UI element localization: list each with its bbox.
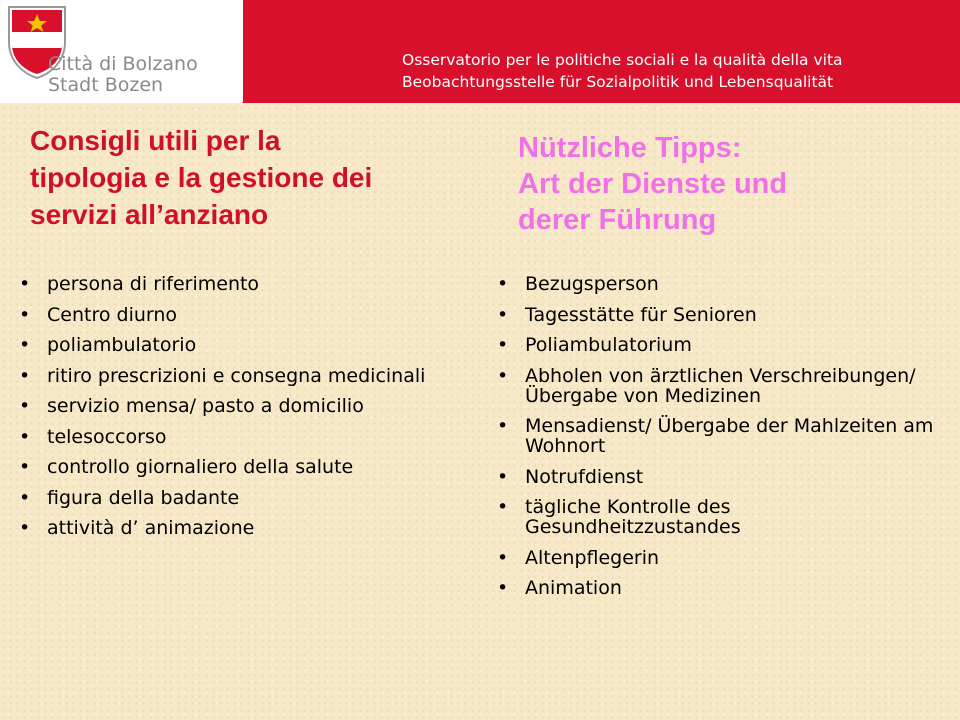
list-item-text: attività d’ animazione [47,517,255,539]
italian-heading-line: servizi all’anziano [30,199,269,230]
list-item-text: persona di riferimento [47,273,260,295]
bullet: • [19,364,31,387]
observatory-title-italian: Osservatorio per le politiche sociali e la qualità della vita [402,51,843,69]
bullet: • [497,364,509,387]
list-item-text: Animation [525,577,622,599]
bullet: • [19,425,31,448]
list-item-text: ritiro prescrizioni e consegna medicinali [47,364,426,387]
city-name [48,54,198,96]
observatory-title-german: Beobachtungsstelle für Sozialpolitik und Lebensqualität [402,73,834,91]
bullet: • [19,395,31,417]
bullet: • [497,415,509,437]
list-item-text: servizio mensa/ pasto a domicilio [47,395,364,417]
list-item-text: Abholen von ärztlichen Verschreibungen/ Übergabe von Medizinen [525,364,916,407]
list-item [16,457,466,477]
list-item [494,305,934,325]
list-item-text: Altenpflegerin [525,546,660,569]
list-item [16,305,466,325]
list-item-text: Bezugsperson [525,273,659,295]
german-heading-line: derer Führung [518,204,717,236]
logo-panel [0,0,243,103]
list-item-text: Notrufdienst [525,465,644,488]
german-heading-line: Nützliche Tipps: [518,132,742,164]
list-item-text: Poliambulatorium [525,334,692,356]
list-item [16,396,466,416]
city-name-german: Stadt Bozen [48,74,164,96]
list-item-text: figura della badante [47,486,240,509]
list-item [16,427,466,447]
list-item [16,488,466,508]
italian-services-list [16,274,466,549]
list-item-text: Mensadienst/ Übergabe der Mahlzeiten am Wohnort [525,415,934,457]
bullet: • [19,517,31,539]
german-services-list [494,274,934,609]
city-name-italian: Città di Bolzano [48,53,198,75]
observatory-title [402,49,843,93]
german-heading [518,130,948,238]
list-item [494,467,934,487]
italian-heading-line: tipologia e la gestione dei [30,162,373,193]
list-item [494,497,934,537]
list-item [494,416,934,456]
bullet: • [19,273,31,295]
german-heading-line: Art der Dienste und [518,168,788,200]
list-item [16,335,466,355]
list-item [494,578,934,598]
bullet: • [497,546,509,569]
bullet: • [19,456,31,478]
list-item-text: poliambulatorio [47,334,197,356]
bullet: • [497,496,509,518]
list-item-text: controllo giornaliero della salute [47,456,354,478]
list-item-text: tägliche Kontrolle des Gesundheitzzustandes [525,496,741,538]
bullet: • [497,273,509,295]
bullet: • [19,486,31,509]
list-item-text: Centro diurno [47,303,178,326]
list-item [494,548,934,568]
list-item [494,274,934,294]
list-item-text: Tagesstätte für Senioren [525,303,757,326]
bullet: • [19,303,31,326]
bullet: • [497,577,509,599]
list-item [494,335,934,355]
list-item [16,366,466,386]
list-item [16,518,466,538]
list-item [16,274,466,294]
bullet: • [19,334,31,356]
list-item-text: telesoccorso [47,425,167,448]
bullet: • [497,334,509,356]
bullet: • [497,465,509,488]
bullet: • [497,303,509,326]
list-item [494,366,934,406]
italian-heading [30,122,470,233]
header-banner [0,0,960,103]
italian-heading-line: Consigli utili per la [30,125,281,156]
